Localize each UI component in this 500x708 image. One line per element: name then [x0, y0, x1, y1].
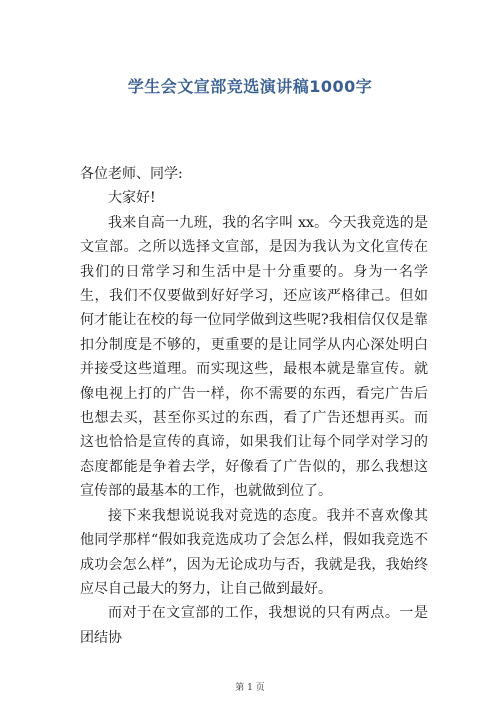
document-body	[80, 162, 428, 650]
paragraph-work: 而对于在文宣部的工作，我想说的只有两点。一是团结协	[80, 605, 428, 646]
document-title: 学生会文宣部竞选演讲稿1000字	[127, 77, 373, 96]
page-number: 第 1 页	[235, 683, 265, 693]
salutation: 各位老师、同学:	[80, 166, 183, 182]
paragraph-introduction: 我来自高一九班，我的名字叫 xx。今天我竞选的是文宣部。之所以选择文宣部，是因为我认为文化宣传在我们的日常学习和生活中是十分重要的。身为一名学生，我们不仅要做到好好学习，还应该严格律己。但如何才能让在校的每一位同学做到这些呢?我相信仅仅是靠扣分制度是不够的，更重要的是让同学从内心深处明白并接受这些道理。而实现这些，最根本就是靠宣传。就像电视上打的广告一样，你不需要的东西，看完广告后也想去买，甚至你买过的东西，看了广告还想再买。而这也恰恰是宣传的真谛，如果我们让每个同学对学习的态度都能是争着去学，好像看了广告似的，那么我想这宣传部的最基本的工作，也就做到位了。	[80, 214, 428, 500]
paragraph-attitude: 接下来我想说说我对竞选的态度。我并不喜欢像其他同学那样“假如我竞选成功了会怎么样，假如我竞选不成功会怎么样”，因为无论成功与否，我就是我，我始终应尽自己最大的努力，让自己做到最好。	[80, 507, 428, 597]
paragraph-greeting: 大家好!	[108, 190, 156, 207]
